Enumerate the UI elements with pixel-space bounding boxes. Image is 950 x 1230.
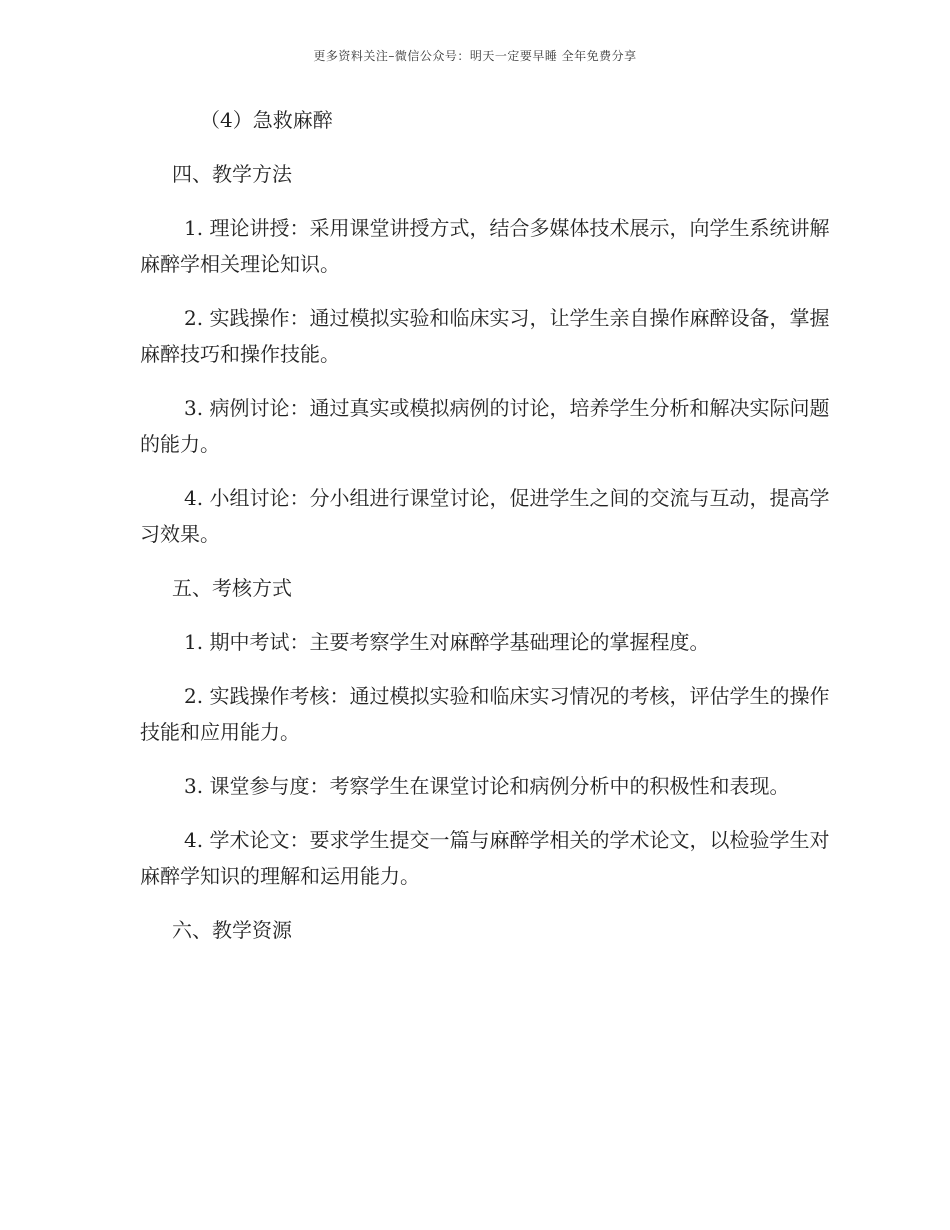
list-item: 3. 病例讨论：通过真实或模拟病例的讨论，培养学生分析和解决实际问题的能力。 [140, 396, 830, 456]
list-item: 2. 实践操作考核：通过模拟实验和临床实习情况的考核，评估学生的操作技能和应用能力。 [140, 684, 830, 744]
list-item: 4. 小组讨论：分小组进行课堂讨论，促进学生之间的交流与互动，提高学习效果。 [140, 486, 830, 546]
section-heading-teaching-methods: 四、教学方法 [172, 162, 292, 186]
document-body [140, 102, 830, 966]
header-note: 更多资料关注–微信公众号：明天一定要早睡 全年免费分享 [313, 49, 637, 63]
list-item: 2. 实践操作：通过模拟实验和临床实习，让学生亲自操作麻醉设备，掌握麻醉技巧和操作技能。 [140, 306, 830, 366]
list-item: 4. 学术论文：要求学生提交一篇与麻醉学相关的学术论文，以检验学生对麻醉学知识的理解和运用能力。 [140, 828, 830, 888]
list-item: 3. 课堂参与度：考察学生在课堂讨论和病例分析中的积极性和表现。 [184, 774, 790, 798]
list-item-emergency-anesthesia: （4）急救麻醉 [200, 108, 333, 132]
list-item: 1. 理论讲授：采用课堂讲授方式，结合多媒体技术展示，向学生系统讲解麻醉学相关理论知识。 [140, 216, 830, 276]
section-heading-assessment: 五、考核方式 [172, 576, 292, 600]
section-heading-teaching-resources: 六、教学资源 [172, 918, 292, 942]
list-item: 1. 期中考试：主要考察学生对麻醉学基础理论的掌握程度。 [184, 630, 710, 654]
